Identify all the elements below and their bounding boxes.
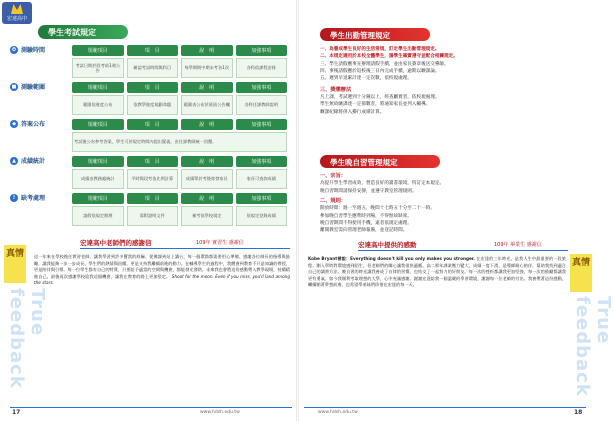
essay-title-left: 宏達高中老師們的感謝信 bbox=[80, 239, 152, 247]
true-feedback-tag-right: 真情 bbox=[570, 254, 592, 292]
true-feedback-tag: 真情 bbox=[4, 245, 26, 283]
url-right: www.hdsh.edu.tw bbox=[318, 410, 358, 415]
attendance-rules: 一、為養成學生良好的生活常規，訂定學生出勤管理規定。 二、本規定適用於本校全體學生，請學生確實遵守並配合相關規定。 三、學生請假應事先辦理請假手續，並由家長簽章後送交導師。 四、事後請假應於返校後三日內完成手續，逾期以曠課論。 五、遲到早退累計達一定次數，依校規處理。 三、獎懲辦法 凡上課、考試遲到十分鐘以上，經查屬實者，依校規處理。 學生無故曠課達一定節數者，將通知家長並列入輔導。 曠課紀錄將併入操行成績計算。 bbox=[320, 47, 458, 115]
megaphone-icon: ◆ bbox=[10, 120, 18, 128]
url-left: www.hdsh.edu.tw bbox=[200, 410, 240, 415]
right-page bbox=[298, 0, 614, 421]
essay-meta-left: 109年 實習生 感謝信 bbox=[196, 240, 244, 246]
footer-line-right bbox=[304, 407, 586, 408]
essay-meta-right: 109年 畢業生 感謝信 bbox=[494, 242, 542, 248]
warning-icon: ! bbox=[10, 194, 18, 202]
essay-divider bbox=[80, 248, 290, 249]
section-title-night-study: 學生晚自習管理規定 bbox=[320, 155, 440, 168]
true-feedback-watermark: True feedback bbox=[6, 288, 48, 389]
essay-title-right: 宏達高中提供的感動 bbox=[358, 241, 417, 249]
chart-icon: ▲ bbox=[10, 157, 18, 165]
page-number-right: 18 bbox=[574, 409, 583, 416]
footer-line-left bbox=[10, 407, 292, 408]
page-number-left: 17 bbox=[12, 409, 21, 416]
school-logo: 宏達高中 bbox=[2, 2, 32, 24]
left-page: 宏達高中 學生考試規定 ⏱ 測驗時間 規範項目 項 目 說 明 加強事項 考試日期於段考前1週公告 確認考試時間與科目 每學期期中期末考各1次 各科依課程安排 ■ 測驗範圍 規範項目 項 目 說 明 加強事項 範圍依進度公布 依教學進度規劃命題 範圍表公布於班級公告欄 各科任課教師說明 ◆ 答案公布 規範項目 項 目 說 明 加強事項 考試後公布參考答案，學生可於規定時間內提出疑義，由任課教師統一回覆。 ▲ 成績統計 規範項目 項 目 說 明 加強事項 成績由教務處統計 平時與段考依比例計算 成績單於考後寄發家長 家長可查詢成績 ! 缺考處理 規範項目 項 目 說 明 加強事項 請假依規定辦理 需附證明文件 補考依學校規定 依規定登錄成績 宏達高中老師們的感謝信 109年 實習生 感謝信 真情 True feedback 這一年來在學校擔任實習老師，讓我學習到許多寶貴的經驗。從備課到站上講台，每一個環節都需要用心準備。感謝各位師長的指導與鼓勵，讓我能夠一步一步成長。學生們的熱情與回饋，更是支持我繼續前進的動力。在輔導學生的過程中，我體會到教育不只是知識的傳授，更是陪伴與引導。每一位學生都有自己的特質，只要給予適當的空間與機會，都能發光發熱。未來我也會將這份感動帶入教學現場，持續精進自己。最後再次感謝學校給我這個機會，讓我在教育的路上更加堅定。 Shoot for the moon. Even if you miss, you'll land among the stars. 17 www.hdsh.edu.tw bbox=[0, 0, 297, 421]
essay-divider-right bbox=[358, 250, 568, 251]
crown-icon bbox=[11, 4, 23, 14]
book-icon: ■ bbox=[11, 83, 17, 90]
true-feedback-watermark-right: True feedback bbox=[572, 296, 614, 397]
section-title-exam: 學生考試規定 bbox=[38, 25, 128, 39]
essay-body-left: 這一年來在學校擔任實習老師，讓我學習到許多寶貴的經驗。從備課到站上講台，每一個環節都需要用心準備。感謝各位師長的指導與鼓勵，讓我能夠一步一步成長。學生們的熱情與回饋，更是支持我繼續前進的動力。在輔導學生的過程中，我體會到教育不只是知識的傳授，更是陪伴與引導。每一位學生都有自己的特質，只要給予適當的空間與機會，都能發光發熱。未來我也會將這份感動帶入教學現場，持續精進自己。最後再次感謝學校給我這個機會，讓我在教育的路上更加堅定。 Shoot for the moon. Even if you miss, you'll land among the stars. bbox=[34, 254, 290, 285]
essay-body-right: Kobe Bryant曾說：Everything doesn't kill you only makes you stronger. 在宏達的三年時光，是我人生中最重要的一段旅程。剛入學時對環境感到陌生，但老師們的關心讓我很快適應。高二那年課業壓力變大，成績一度下滑，是導師耐心陪伴，幫助我找到適合自己的讀書方法。晚自習的時光讓我養成了自律的習慣，也結交了一起努力的好朋友。每一次的挫折都讓我更加堅強，每一次的鼓勵都讓我更有勇氣。如今我順利考取理想的大學，心中充滿感謝。謝謝宏達給我一個溫暖的學習環境，謝謝每一位老師的付出。我會帶著這份感動，繼續朝著夢想前進，也希望學弟妹們珍惜在宏達的每一天。 bbox=[308, 256, 566, 287]
night-study-rules: 一、宗旨： 為提升學生學習成效，營造良好的讀書環境，特訂定本規定。 晚自習期間請保持安靜，並遵守教室管理規則。 二、規則： 開放時間：週一至週五，晚間十七時五十分至二十一時。 參加晚自習學生應準時到場，不得無故缺席。 晚自習期間不得使用手機，違者依規定處理。 離開教室需向管理老師報備，並登記時間。 bbox=[320, 173, 445, 234]
clock-icon: ⏱ bbox=[10, 46, 18, 54]
section-title-attendance: 學生出勤管理規定 bbox=[320, 28, 430, 41]
